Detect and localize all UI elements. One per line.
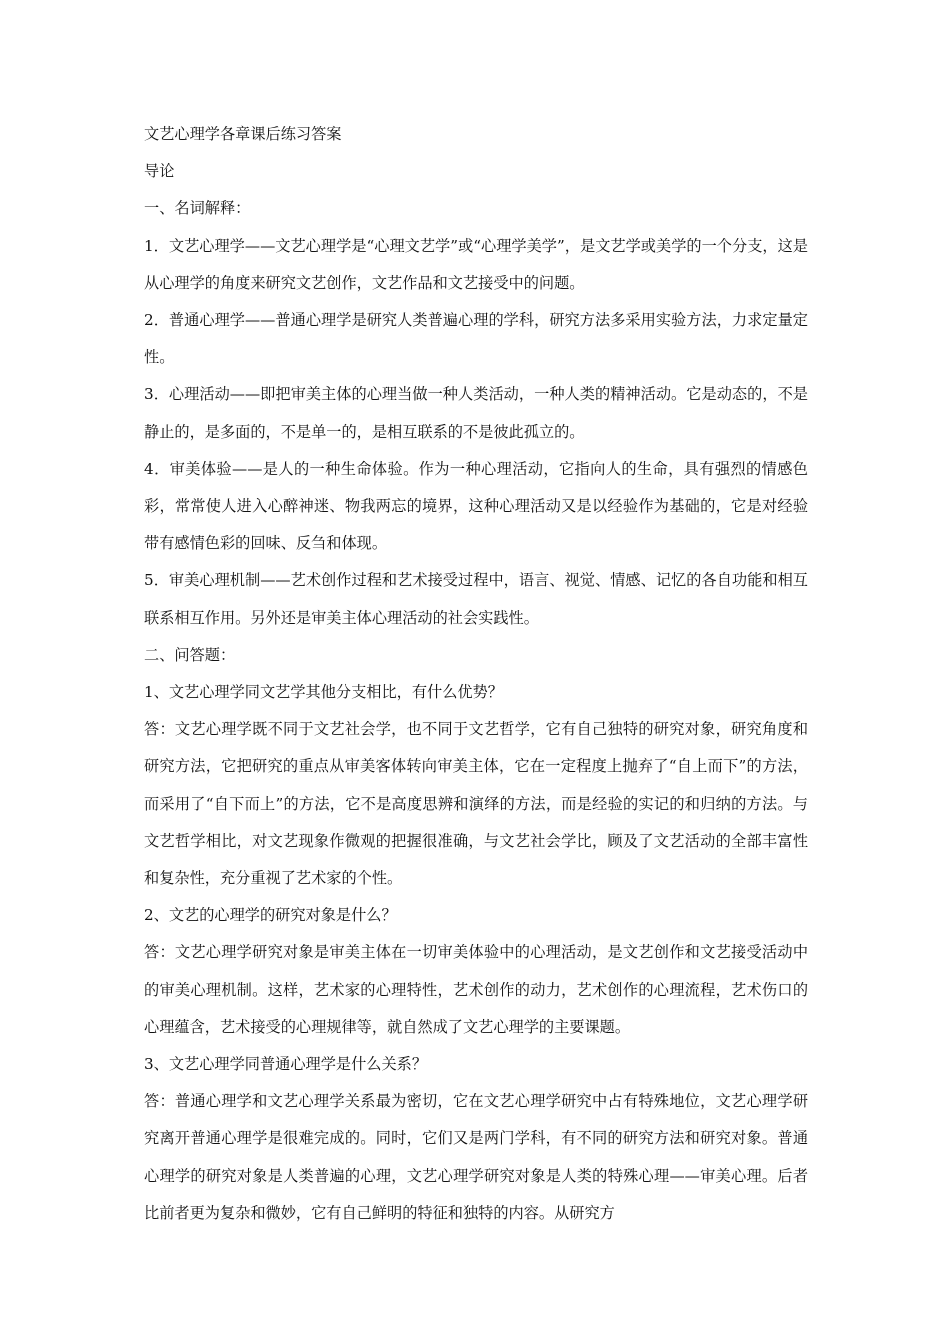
question: 3、文艺心理学同普通心理学是什么关系？ [144, 1055, 428, 1074]
document-page [144, 116, 808, 1232]
question: 1、文艺心理学同文艺学其他分支相比，有什么优势？ [144, 683, 503, 702]
term-definition: 2．普通心理学——普通心理学是研究人类普遍心理的学科，研究方法多采用实验方法，力求定量定性。 [144, 311, 808, 367]
term-definition: 1．文艺心理学——文艺心理学是“心理文艺学”或“心理学美学”，是文艺学或美学的一个分支，这是从心理学的角度来研究文艺创作，文艺作品和文艺接受中的问题。 [144, 236, 808, 292]
answer: 答：普通心理学和文艺心理学关系最为密切，它在文艺心理学研究中占有特殊地位，文艺心理学研究离开普通心理学是很难完成的。同时，它们又是两门学科，有不同的研究方法和研究对象。普通心理学的研究对象是人类普遍的心理，文艺心理学研究对象是人类的特殊心理——审美心理。后者比前者更为复杂和微妙，它有自己鲜明的特征和独特的内容。从研究方 [144, 1092, 808, 1222]
answer: 答：文艺心理学研究对象是审美主体在一切审美体验中的心理活动，是文艺创作和文艺接受活动中的审美心理机制。这样，艺术家的心理特性，艺术创作的动力，艺术创作的心理流程，艺术伤口的心理蕴含，艺术接受的心理规律等，就自然成了文艺心理学的主要课题。 [144, 943, 808, 1036]
term-definition: 3．心理活动——即把审美主体的心理当做一种人类活动，一种人类的精神活动。它是动态的，不是静止的，是多面的，不是单一的，是相互联系的不是彼此孤立的。 [144, 385, 808, 441]
document-title: 文艺心理学各章课后练习答案 [144, 125, 342, 143]
term-definition: 5．审美心理机制——艺术创作过程和艺术接受过程中，语言、视觉、情感、记忆的各自功能和相互联系相互作用。另外还是审美主体心理活动的社会实践性。 [144, 571, 808, 627]
section-heading-qa: 二、问答题： [144, 645, 236, 664]
question: 2、文艺的心理学的研究对象是什么？ [144, 906, 397, 925]
term-definition: 4．审美体验——是人的一种生命体验。作为一种心理活动，它指向人的生命，具有强烈的情感色彩，常常使人进入心醉神迷、物我两忘的境界，这种心理活动又是以经验作为基础的，它是对经验带有感情色彩的回味、反刍和体现。 [144, 459, 808, 553]
chapter-heading: 导论 [144, 162, 175, 181]
answer: 答：文艺心理学既不同于文艺社会学，也不同于文艺哲学，它有自己独特的研究对象，研究角度和研究方法，它把研究的重点从审美客体转向审美主体，它在一定程度上抛弃了“自上而下”的方法，而采用了“自下而上”的方法，它不是高度思辨和演绎的方法，而是经验的实记的和归纳的方法。与文艺哲学相比，对文艺现象作微观的把握很准确，与文艺社会学比，顾及了文艺活动的全部丰富性和复杂性，充分重视了艺术家的个性。 [144, 720, 808, 888]
section-heading-terms: 一、名词解释： [144, 199, 251, 218]
